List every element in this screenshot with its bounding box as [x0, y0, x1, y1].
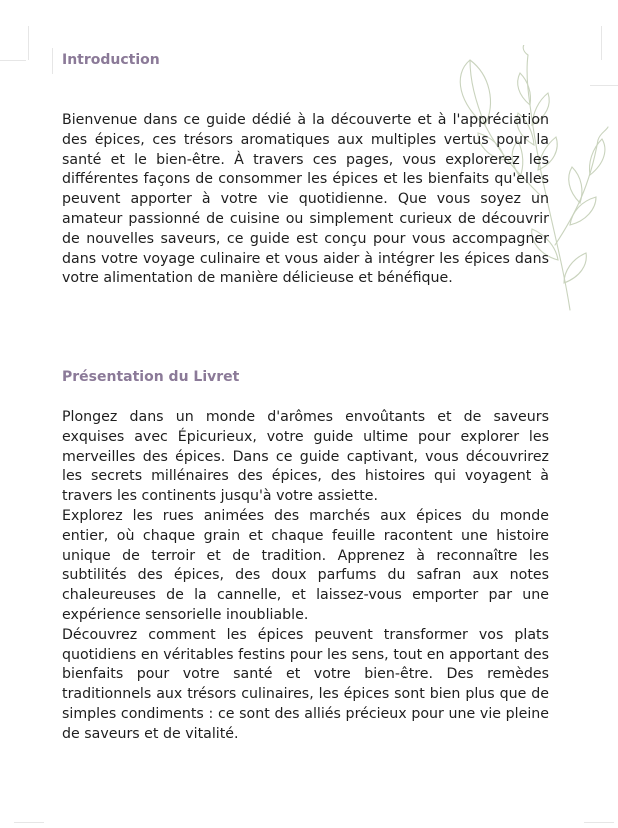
corner-mark-bottom-left	[14, 822, 44, 823]
section-title-introduction: Introduction	[62, 52, 160, 68]
section-title-presentation: Présentation du Livret	[62, 369, 240, 385]
paragraph: Découvrez comment les épices peuvent transformer vos plats quotidiens en véritables festins pour les sens, tout en apportant des bienfaits pour votre santé et votre bien-être. Des remèdes traditionnels aux trésors culinaires, les épices sont bien plus que de simples condiments : ce sont des alliés précieux pour une vie pleine de saveurs et de vitalité.	[62, 626, 549, 742]
paragraph: Bienvenue dans ce guide dédié à la découverte et à l'appréciation des épices, ces trésors aromatiques aux multiples vertus pour la santé et le bien-être. À travers ces pages, vous explorerez les différentes façons de consommer les épices et les bienfaits qu'elles peuvent apporter à votre vie quotidienne. Que vous soyez un amateur passionné de cuisine ou simplement curieux de découvrir de nouvelles saveurs, ce guide est conçu pour vous accompagner dans votre voyage culinaire et vous aider à intégrer les épices dans votre alimentation de manière délicieuse et bénéfique.	[62, 112, 549, 287]
corner-mark-top-left-horizontal	[0, 60, 26, 61]
paragraph: Plongez dans un monde d'arômes envoûtants et de saveurs exquises avec Épicurieux, votre guide ultime pour explorer les merveilles des épices. Dans ce guide captivant, vous découvrirez les secrets millénaires des épices, des histoires qui voyagent à travers les continents jusqu'à votre assiette.	[62, 409, 549, 505]
corner-mark-bottom-right	[584, 822, 614, 823]
section-body-presentation	[62, 408, 549, 745]
corner-mark-top-left-inner	[52, 48, 53, 74]
section-body-introduction	[62, 111, 549, 289]
paragraph: Explorez les rues animées des marchés aux épices du monde entier, où chaque grain et chaque feuille racontent une histoire unique de terroir et de tradition. Apprenez à reconnaître les subtilités des épices, des doux parfums du safran aux notes chaleureuses de la cannelle, et laissez-vous emporter par une expérience sensorielle inoubliable.	[62, 507, 549, 623]
corner-mark-top-left-vertical	[28, 26, 29, 60]
